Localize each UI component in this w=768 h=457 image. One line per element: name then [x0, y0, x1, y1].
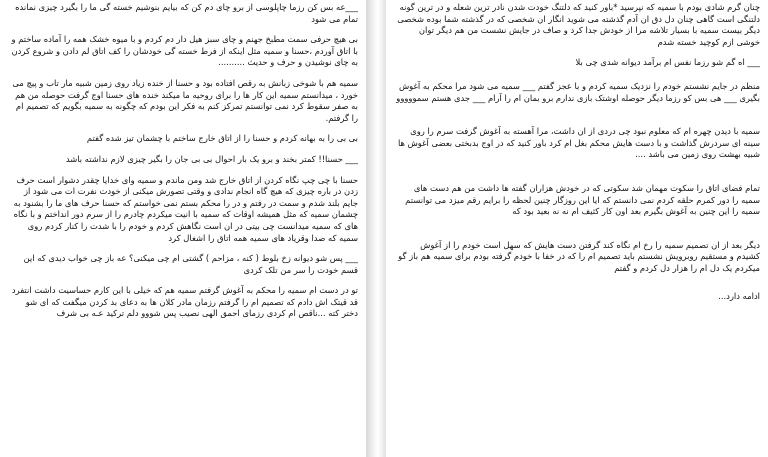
left-paragraph-8: تو در دست ام سمیه را محکم به آغوش گرفتم سمیه هم که خیلی با این کارم حساسیت داشت انتفرد قد قیتک اش دادم که تصمیم ام را گرفتم رزمان مادر کلان ها به دعای بد کردن میگفت که ای شو دختر کته ...ناقص ام کردی رزمای احمق الهی نصیب پس شووو دلم ترکید عـه بی شرف: [11, 285, 358, 319]
continued-label: ادامه دارد...: [718, 290, 760, 301]
right-paragraph-6: دیگر بعد از ان تصمیم سمیه را رخ ام نگاه کند گرفتن دست هایش که سهل است خودم را از آغوش کشیدم و مستقیم روبرویش نشستم باید تصمیم ام را که در خفا با خودم گرفته بودم برای سمیه هم باز گو میکردم یک دل ام را هزار دل کردم و گفتم: [398, 239, 760, 273]
left-page: [0, 0, 366, 457]
left-paragraph-4: بی بی را به بهانه کردم و حسنا را از اتاق خارج ساختم با چشمان تیز شده گفتم: [86, 133, 358, 144]
right-paragraph-3: منظم در جایم نشستم خودم را نزدیک سمیه کردم و با عجز گفتم ___ سمیه می شود مرا محکم به آغوش بگیری ___ هی بس کو رزما دیگر حوصله اوشتک بازی ندارم برو بمان ام را آرام ___ جدی هستم سمووووو: [396, 80, 760, 103]
right-paragraph-2: ___ اه گم شو رزما نفس ام برآمد دیوانه شدی چی بلا: [575, 57, 760, 68]
right-paragraph-1: چنان گرم شادی بودم با سمیه که نپرسید *باور کنید که دلتنگ خودت شدن نادر ترین شعله و در ترین گونه دلتنگی است گاهی چنان دل دق ان آدم گذشته می شوید انگار ان شخصی که در گذشته شما بوده شخصی دیگر بیست سمیه با بسیار تلاشه مرا از خودش جدا کرد و صاف در جایش نشست من هم دیگر توان خوشی ازم کوچید خسته شدم: [397, 2, 760, 47]
right-paragraph-4: سمیه با دیدن چهره ام که معلوم نبود چی دردی از ان داشت، مرا آهسته به آغوش گرفت سرم را روی سینه ای سردرش گذاشت و با دست هایش محکم بغل ام کرد باور کنید که در اوج بدبختی بعضی آغوش ها شبیه بهشت روی زمین می باشد ....: [397, 126, 760, 160]
left-paragraph-2: بی هیچ حرفی سمت مطبخ جهنم و چای سبز هیل دار دم کردم و با میوه خشک همه را آماده ساختم و با اتاق آوردم ،حسنا و سمیه مثل اینکه از فرط خسته گی خودشان را کف اتاق لم دادن و شروع کردن به چای نوشیدن و حرف و حدیث ..........: [11, 34, 358, 68]
left-paragraph-5: ___ حسنا!! کمتر بخند و برو یک بار احوال بی بی جان را بگیر چیزی لازم نداشته باشد: [65, 153, 358, 164]
book-gutter: [366, 0, 386, 457]
left-paragraph-3: سمیه هم با شوخی زبانش به رقص افتاده بود و حسنا از خنده زیاد روی زمین شبیه مار تاب و پیچ می خورد ، میدانستم سمیه این کار ها را برای روحیه ما میکند خنده های حسنا اوج گرفت حوصله من هم به صفر سقوط کرد نمی توانستم تمرکز کنم به فکر این بودم که چگونه به سمیه بگویم که تصمیم ام را گرفتم.: [12, 77, 358, 123]
right-page: [386, 0, 768, 457]
left-paragraph-6: حسنا با چی چپ نگاه کردن از اتاق خارج شد ومن ماندم و سمیه وای خدایا چقدر دشوار است حرف زدن در باره چیزی که هیچ گاه انجام ندادی و وقتی تصورش میکنی از خودت نفرت ات می شود از جایم بلند شدم و سمت در رفتم و در را محکم بستم نمی خواستم که حسنا حرف های ما را بشنود به چشمان سمیه که مثل همیشه اوقات که سمیه با انیت میکردم چادرم را از سرم دور انداختم و با نگاه های که سمیه میدانست چی بیتی در ان است نگاهش کردم و خودم را با شدت را کنار کردم روی سمیه که صدا وقریاد های سمیه همه اتاق را اشغال کرد: [13, 174, 358, 243]
left-paragraph-7: ___ پس شو دیوانه زخ بلوط ( کنه ، مزاحم ) گشتی ام چی میکنی؟ عه باز چی خواب دیدی که این قسم خودت را سر من تلک کردی: [23, 253, 358, 275]
left-paragraph-1: ___عه بس کن رزما چاپلوسی از برو چای دم کن که بیایم بنوشیم خسته گی ما را بگیرد چیزی نمانده تمام می شود: [15, 2, 358, 24]
right-paragraph-5: تمام فضای اتاق را سکوت مهمان شد سکوتی که در خودش هزاران گفته ها داشت من هم دست های سمیه را دور کمرم حلقه کردم نمی دانستم که ایا این روزگار چنین لحظه را برایم رقم میزد می توانستم سمیه را این چنین به آغوش بگیرم بعد اون کار کثیف ام نه نه بعید بود که: [405, 182, 760, 217]
